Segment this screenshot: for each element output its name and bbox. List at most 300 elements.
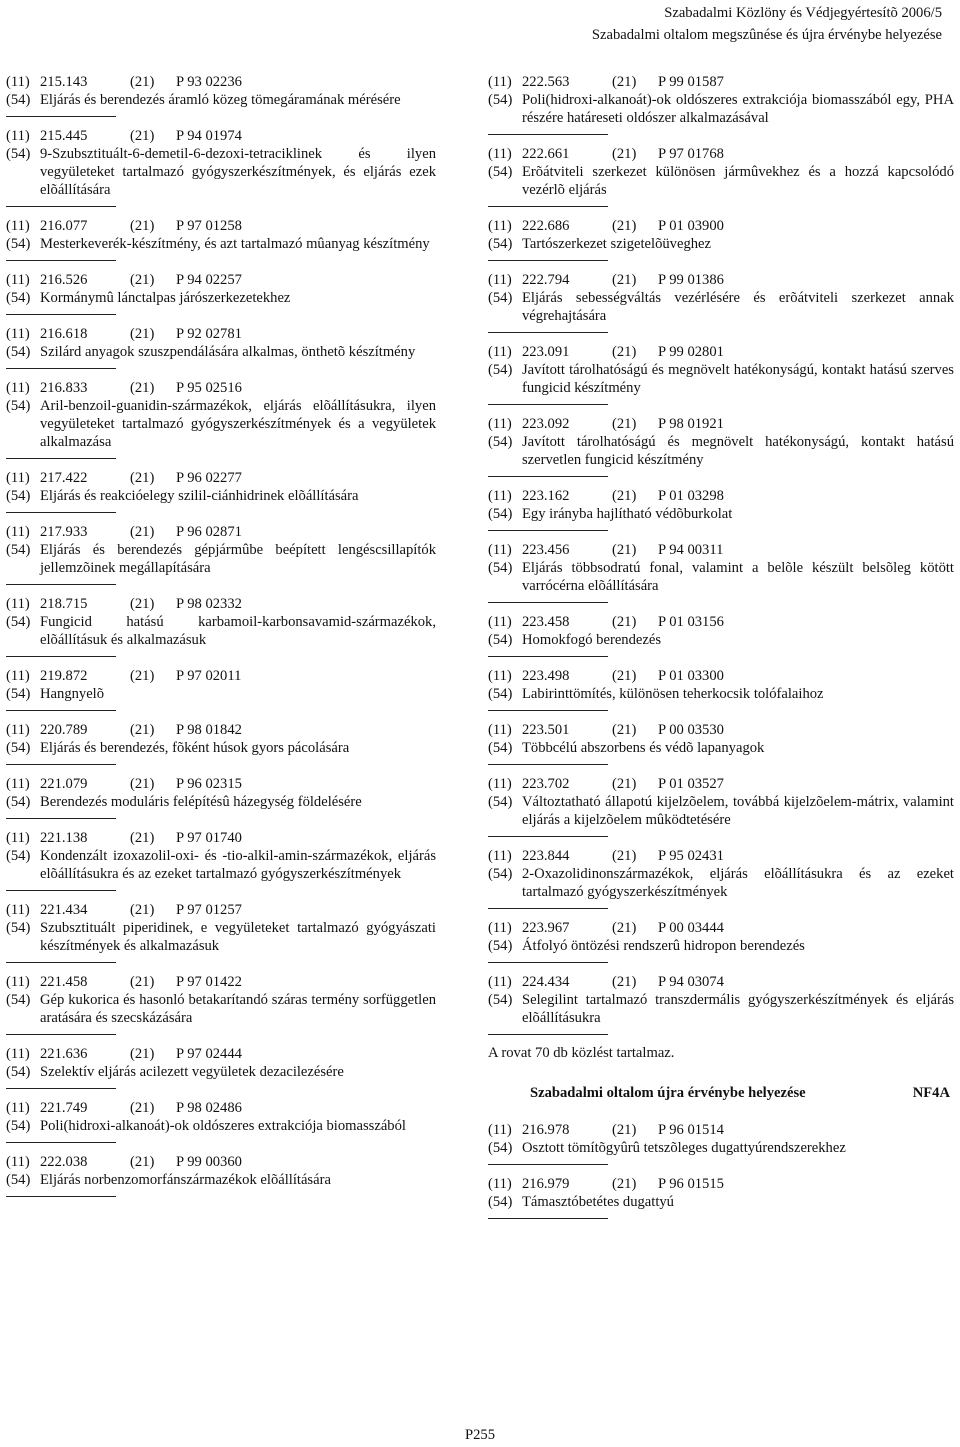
- code-54: (54): [6, 992, 31, 1008]
- code-21: (21): [612, 74, 637, 90]
- code-54: (54): [6, 740, 31, 756]
- code-54: (54): [6, 398, 31, 414]
- entry-id-line: [488, 415, 954, 433]
- code-11: (11): [488, 668, 512, 684]
- code-21: (21): [612, 848, 637, 864]
- patent-title: Hangnyelõ: [40, 686, 105, 702]
- patent-title: Poli(hidroxi-alkanoát)-ok oldószeres extrakciója biomasszából: [40, 1118, 406, 1134]
- application-number: P 93 02236: [176, 74, 242, 90]
- code-54: (54): [6, 614, 31, 630]
- entry-id-line: [6, 721, 436, 739]
- entry-id-line: [6, 667, 436, 685]
- patent-entry: [488, 212, 954, 253]
- code-11: (11): [488, 74, 512, 90]
- patent-title: Változtatható állapotú kijelzõelem, továbbá kijelzõelem-mátrix, valamint eljárás a kijelzõelem mûködtetésére: [522, 794, 954, 828]
- code-54: (54): [6, 686, 31, 702]
- entry-title-line: [6, 919, 436, 955]
- patent-number: 221.434: [40, 902, 88, 918]
- code-54: (54): [488, 794, 513, 810]
- entry-id-line: [488, 541, 954, 559]
- entry-title-line: [488, 361, 954, 397]
- patent-title: Eljárás sebességváltás vezérlésére és erõátviteli szerkezet annak végrehajtására: [522, 290, 954, 324]
- patent-title: Erõátviteli szerkezet különösen jármûvekhez és a hozzá kapcsolódó vezérlõ eljárás: [522, 164, 954, 198]
- patent-title: Szelektív eljárás acilezett vegyületek dezacilezésére: [40, 1064, 344, 1080]
- code-54: (54): [488, 686, 513, 702]
- reinstatement-code: NF4A: [912, 1085, 950, 1101]
- code-54: (54): [6, 344, 31, 360]
- entry-title-line: [488, 685, 954, 703]
- code-21: (21): [130, 596, 155, 612]
- entry-id-line: [6, 73, 436, 91]
- patent-number: 221.749: [40, 1100, 88, 1116]
- code-54: (54): [6, 488, 31, 504]
- patent-number: 216.979: [522, 1176, 570, 1192]
- code-54: (54): [488, 290, 513, 306]
- application-number: P 01 03900: [658, 218, 724, 234]
- entry-id-line: [6, 325, 436, 343]
- application-number: P 99 00360: [176, 1154, 242, 1170]
- patent-entry: [6, 464, 436, 505]
- patent-number: 216.833: [40, 380, 88, 396]
- entry-title-line: [6, 739, 436, 757]
- patent-number: 217.933: [40, 524, 88, 540]
- code-54: (54): [6, 1172, 31, 1188]
- entry-title-line: [6, 1117, 436, 1135]
- patent-title: Poli(hidroxi-alkanoát)-ok oldószeres extrakciója biomasszából egy, PHA részére határeseti oldószer alkalmazásával: [522, 92, 954, 126]
- code-21: (21): [130, 470, 155, 486]
- code-21: (21): [130, 128, 155, 144]
- patent-title: 9-Szubsztituált-6-demetil-6-dezoxi-tetraciklinek és ilyen vegyületeket tartalmazó gyógyszerkészítmények, és eljárás ezek elõállítására: [40, 146, 436, 198]
- application-number: P 97 01257: [176, 902, 242, 918]
- entry-title-line: [488, 793, 954, 829]
- patent-entry: [6, 122, 436, 199]
- code-54: (54): [488, 866, 513, 882]
- patent-title: Gép kukorica és hasonló betakarítandó száras termény sorfüggetlen aratására és szecskázására: [40, 992, 436, 1026]
- patent-title: Tartószerkezet szigetelõüveghez: [522, 236, 711, 252]
- code-11: (11): [6, 524, 30, 540]
- entry-id-line: [488, 343, 954, 361]
- application-number: P 97 02011: [176, 668, 242, 684]
- entry-title-line: [6, 613, 436, 649]
- code-11: (11): [6, 218, 30, 234]
- code-54: (54): [488, 362, 513, 378]
- patent-title: Eljárás norbenzomorfánszármazékok elõállítására: [40, 1172, 331, 1188]
- entry-title-line: [6, 685, 436, 703]
- patent-title: Berendezés moduláris felépítésû házegység földelésére: [40, 794, 362, 810]
- patent-number: 219.872: [40, 668, 88, 684]
- patent-title: Szilárd anyagok szuszpendálására alkalmas, önthetõ készítmény: [40, 344, 416, 360]
- entry-id-line: [6, 1045, 436, 1063]
- entry-id-line: [6, 379, 436, 397]
- code-11: (11): [6, 776, 30, 792]
- code-54: (54): [488, 92, 513, 108]
- patent-entry: [6, 968, 436, 1027]
- application-number: P 00 03444: [658, 920, 724, 936]
- code-54: (54): [488, 164, 513, 180]
- patent-number: 223.967: [522, 920, 570, 936]
- patent-entry: [488, 914, 954, 955]
- code-21: (21): [612, 218, 637, 234]
- code-11: (11): [6, 596, 30, 612]
- entry-title-line: [6, 1171, 436, 1189]
- application-number: P 98 02486: [176, 1100, 242, 1116]
- entry-title-line: [488, 631, 954, 649]
- right-entry-list: [488, 68, 954, 1027]
- code-54: (54): [488, 1194, 513, 1210]
- patent-entry: [488, 1116, 954, 1157]
- patent-title: Átfolyó öntözési rendszerû hidropon berendezés: [522, 938, 805, 954]
- code-21: (21): [130, 776, 155, 792]
- patent-number: 215.143: [40, 74, 88, 90]
- application-number: P 95 02516: [176, 380, 242, 396]
- patent-number: 216.978: [522, 1122, 570, 1138]
- patent-number: 216.526: [40, 272, 88, 288]
- application-number: P 99 01587: [658, 74, 724, 90]
- code-21: (21): [612, 920, 637, 936]
- entry-title-line: [6, 991, 436, 1027]
- code-21: (21): [130, 974, 155, 990]
- application-number: P 96 02871: [176, 524, 242, 540]
- patent-title: Aril-benzoil-guanidin-származékok, eljárás elõállításukra, ilyen vegyületeket tartalmazó gyógyszerkészítmények és a vegyületek alkalmazása: [40, 398, 436, 450]
- code-11: (11): [488, 488, 512, 504]
- code-21: (21): [130, 902, 155, 918]
- patent-title: Eljárás és reakcióelegy szilil-ciánhidrinek elõállítására: [40, 488, 359, 504]
- patent-entry: [6, 518, 436, 577]
- code-21: (21): [130, 668, 155, 684]
- patent-number: 221.138: [40, 830, 88, 846]
- entry-id-line: [488, 667, 954, 685]
- patent-title: Többcélú abszorbens és védõ lapanyagok: [522, 740, 765, 756]
- code-11: (11): [6, 668, 30, 684]
- code-54: (54): [6, 146, 31, 162]
- patent-title: Homokfogó berendezés: [522, 632, 661, 648]
- patent-title: Kormánymû lánctalpas járószerkezetekhez: [40, 290, 291, 306]
- code-21: (21): [612, 1176, 637, 1192]
- patent-entry: [6, 770, 436, 811]
- code-21: (21): [612, 776, 637, 792]
- patent-entry: [488, 68, 954, 127]
- patent-number: 221.079: [40, 776, 88, 792]
- patent-entry: [488, 968, 954, 1027]
- code-21: (21): [130, 524, 155, 540]
- patent-entry: [488, 770, 954, 829]
- patent-number: 222.686: [522, 218, 570, 234]
- patent-entry: [6, 212, 436, 253]
- patent-entry: [488, 410, 954, 469]
- code-21: (21): [130, 272, 155, 288]
- code-11: (11): [6, 830, 30, 846]
- application-number: P 98 01921: [658, 416, 724, 432]
- patent-number: 223.091: [522, 344, 570, 360]
- application-number: P 94 02257: [176, 272, 242, 288]
- patent-number: 223.498: [522, 668, 570, 684]
- entry-title-line: [6, 235, 436, 253]
- entry-id-line: [6, 127, 436, 145]
- entry-title-line: [6, 145, 436, 199]
- application-number: P 94 00311: [658, 542, 724, 558]
- entry-title-line: [6, 91, 436, 109]
- patent-number: 222.038: [40, 1154, 88, 1170]
- entry-title-line: [488, 433, 954, 469]
- patent-entry: [488, 338, 954, 397]
- code-21: (21): [130, 380, 155, 396]
- application-number: P 99 01386: [658, 272, 724, 288]
- code-11: (11): [6, 1100, 30, 1116]
- code-21: (21): [130, 218, 155, 234]
- application-number: P 01 03298: [658, 488, 724, 504]
- entry-id-line: [6, 469, 436, 487]
- section-title: Szabadalmi oltalom megszûnése és újra érvénybe helyezése: [591, 27, 942, 43]
- entry-id-line: [488, 487, 954, 505]
- page-number: P255: [464, 1427, 495, 1443]
- code-21: (21): [130, 326, 155, 342]
- application-number: P 97 01740: [176, 830, 242, 846]
- right-column: [488, 68, 954, 1224]
- code-21: (21): [612, 416, 637, 432]
- code-21: (21): [612, 542, 637, 558]
- application-number: P 99 02801: [658, 344, 724, 360]
- summary-text: A rovat 70 db közlést tartalmaz.: [488, 1045, 675, 1061]
- patent-number: 216.618: [40, 326, 88, 342]
- entry-title-line: [6, 1063, 436, 1081]
- code-54: (54): [6, 1064, 31, 1080]
- entry-title-line: [488, 937, 954, 955]
- patent-entry: [6, 716, 436, 757]
- patent-entry: [488, 1170, 954, 1211]
- patent-entry: [6, 662, 436, 703]
- entry-id-line: [6, 829, 436, 847]
- application-number: P 01 03156: [658, 614, 724, 630]
- application-number: P 00 03530: [658, 722, 724, 738]
- application-number: P 92 02781: [176, 326, 242, 342]
- patent-number: 223.458: [522, 614, 570, 630]
- entry-title-line: [488, 289, 954, 325]
- code-11: (11): [488, 614, 512, 630]
- patent-entry: [488, 716, 954, 757]
- patent-entry: [488, 536, 954, 595]
- patent-entry: [488, 482, 954, 523]
- patent-number: 223.456: [522, 542, 570, 558]
- entry-title-line: [6, 487, 436, 505]
- patent-entry: [6, 1094, 436, 1135]
- journal-title: Szabadalmi Közlöny és Védjegyértesítõ 2006/5: [664, 5, 942, 21]
- code-11: (11): [488, 920, 512, 936]
- code-21: (21): [612, 272, 637, 288]
- patent-entry: [488, 266, 954, 325]
- patent-title: Egy irányba hajlítható védõburkolat: [522, 506, 733, 522]
- entry-title-line: [488, 991, 954, 1027]
- entry-title-line: [6, 343, 436, 361]
- code-11: (11): [6, 128, 30, 144]
- entry-id-line: [488, 217, 954, 235]
- patent-title: Javított tárolhatóságú és megnövelt hatékonyságú, kontakt hatású szervetlen fungicid készítmény: [522, 434, 954, 468]
- patent-entry: [6, 374, 436, 451]
- code-21: (21): [612, 146, 637, 162]
- patent-title: Mesterkeverék-készítmény, és azt tartalmazó mûanyag készítmény: [40, 236, 430, 252]
- patent-entry: [6, 590, 436, 649]
- entry-title-line: [6, 541, 436, 577]
- patent-entry: [6, 896, 436, 955]
- code-21: (21): [612, 722, 637, 738]
- entry-id-line: [6, 523, 436, 541]
- code-54: (54): [488, 992, 513, 1008]
- entry-id-line: [488, 775, 954, 793]
- application-number: P 97 02444: [176, 1046, 242, 1062]
- reinstatement-title: Szabadalmi oltalom újra érvénybe helyezése: [530, 1085, 806, 1101]
- entry-title-line: [488, 865, 954, 901]
- code-11: (11): [488, 416, 512, 432]
- application-number: P 98 02332: [176, 596, 242, 612]
- entry-id-line: [6, 973, 436, 991]
- patent-title: Eljárás többsodratú fonal, valamint a belõle készült belsõleg kötött varrócérna elõállítására: [522, 560, 954, 594]
- code-54: (54): [488, 506, 513, 522]
- code-11: (11): [488, 722, 512, 738]
- application-number: P 96 02277: [176, 470, 242, 486]
- entry-title-line: [6, 847, 436, 883]
- application-number: P 95 02431: [658, 848, 724, 864]
- entry-title-line: [6, 289, 436, 307]
- code-54: (54): [6, 290, 31, 306]
- application-number: P 96 02315: [176, 776, 242, 792]
- entry-id-line: [488, 1175, 954, 1193]
- entry-id-line: [6, 901, 436, 919]
- patent-number: 216.077: [40, 218, 88, 234]
- code-21: (21): [130, 830, 155, 846]
- code-54: (54): [6, 794, 31, 810]
- application-number: P 98 01842: [176, 722, 242, 738]
- code-54: (54): [6, 236, 31, 252]
- code-54: (54): [488, 560, 513, 576]
- entry-title-line: [488, 505, 954, 523]
- code-11: (11): [6, 74, 30, 90]
- code-54: (54): [488, 1140, 513, 1156]
- code-11: (11): [6, 722, 30, 738]
- code-11: (11): [488, 848, 512, 864]
- patent-number: 220.789: [40, 722, 88, 738]
- code-54: (54): [488, 236, 513, 252]
- patent-entry: [6, 1148, 436, 1189]
- code-54: (54): [488, 938, 513, 954]
- code-11: (11): [488, 1176, 512, 1192]
- code-54: (54): [6, 920, 31, 936]
- patent-entry: [6, 68, 436, 109]
- code-11: (11): [488, 344, 512, 360]
- entry-id-line: [6, 775, 436, 793]
- entry-title-line: [488, 739, 954, 757]
- entry-id-line: [6, 595, 436, 613]
- application-number: P 96 01514: [658, 1122, 724, 1138]
- code-11: (11): [6, 380, 30, 396]
- code-11: (11): [6, 1154, 30, 1170]
- code-54: (54): [6, 1118, 31, 1134]
- entry-title-line: [488, 163, 954, 199]
- entry-id-line: [6, 271, 436, 289]
- code-54: (54): [488, 740, 513, 756]
- patent-number: 223.844: [522, 848, 570, 864]
- reinstatement-heading: [488, 1084, 954, 1102]
- application-number: P 97 01422: [176, 974, 242, 990]
- page-header: [592, 2, 942, 46]
- patent-number: 222.661: [522, 146, 570, 162]
- code-21: (21): [130, 1154, 155, 1170]
- patent-number: 224.434: [522, 974, 570, 990]
- entry-title-line: [488, 1193, 954, 1211]
- entry-id-line: [488, 847, 954, 865]
- entry-id-line: [488, 919, 954, 937]
- code-54: (54): [488, 632, 513, 648]
- patent-entry: [488, 662, 954, 703]
- application-number: P 94 03074: [658, 974, 724, 990]
- patent-entry: [488, 608, 954, 649]
- patent-title: Javított tárolhatóságú és megnövelt hatékonyságú, kontakt hatású szerves fungicid készítmény: [522, 362, 954, 396]
- code-54: (54): [488, 434, 513, 450]
- patent-title: Selegilint tartalmazó transzdermális gyógyszerkészítmények és eljárás elõállításukra: [522, 992, 954, 1026]
- code-11: (11): [6, 326, 30, 342]
- patent-title: Kondenzált izoxazolil-oxi- és -tio-alkil-amin-származékok, eljárás elõállításukra és az ezeket tartalmazó gyógyszerkészítmények: [40, 848, 436, 882]
- patent-entry: [6, 266, 436, 307]
- code-11: (11): [6, 470, 30, 486]
- patent-title: Támasztóbetétes dugattyú: [522, 1194, 674, 1210]
- code-54: (54): [6, 542, 31, 558]
- patent-number: 223.702: [522, 776, 570, 792]
- reinstatement-entry-list: [488, 1116, 954, 1211]
- entry-id-line: [488, 73, 954, 91]
- patent-number: 223.092: [522, 416, 570, 432]
- patent-number: 221.458: [40, 974, 88, 990]
- entry-title-line: [488, 559, 954, 595]
- code-21: (21): [612, 974, 637, 990]
- entry-title-line: [6, 397, 436, 451]
- patent-title: Fungicid hatású karbamoil-karbonsavamid-származékok, elõállításuk és alkalmazásuk: [40, 614, 436, 648]
- code-21: (21): [130, 722, 155, 738]
- entry-id-line: [488, 613, 954, 631]
- entry-title-line: [6, 793, 436, 811]
- application-number: P 97 01768: [658, 146, 724, 162]
- code-21: (21): [612, 614, 637, 630]
- code-54: (54): [6, 92, 31, 108]
- application-number: P 97 01258: [176, 218, 242, 234]
- code-54: (54): [6, 848, 31, 864]
- entry-id-line: [488, 1121, 954, 1139]
- patent-number: 222.794: [522, 272, 570, 288]
- left-column: [6, 68, 436, 1202]
- application-number: P 96 01515: [658, 1176, 724, 1192]
- code-11: (11): [6, 902, 30, 918]
- entry-id-line: [488, 145, 954, 163]
- patent-number: 221.636: [40, 1046, 88, 1062]
- application-number: P 01 03300: [658, 668, 724, 684]
- patent-title: Labirinttömítés, különösen teherkocsik tolófalaihoz: [522, 686, 824, 702]
- code-11: (11): [488, 542, 512, 558]
- entry-id-line: [488, 721, 954, 739]
- patent-title: Eljárás és berendezés, fõként húsok gyors pácolására: [40, 740, 350, 756]
- patent-number: 218.715: [40, 596, 88, 612]
- patent-entry: [488, 842, 954, 901]
- code-11: (11): [488, 272, 512, 288]
- application-number: P 94 01974: [176, 128, 242, 144]
- entry-id-line: [488, 973, 954, 991]
- code-21: (21): [130, 1046, 155, 1062]
- patent-title: Eljárás és berendezés gépjármûbe beépített lengéscsillapítók jellemzõinek megállapítására: [40, 542, 436, 576]
- patent-number: 215.445: [40, 128, 88, 144]
- code-11: (11): [6, 974, 30, 990]
- code-11: (11): [488, 974, 512, 990]
- code-21: (21): [612, 488, 637, 504]
- code-21: (21): [612, 668, 637, 684]
- code-21: (21): [130, 74, 155, 90]
- entry-title-line: [488, 1139, 954, 1157]
- code-11: (11): [6, 1046, 30, 1062]
